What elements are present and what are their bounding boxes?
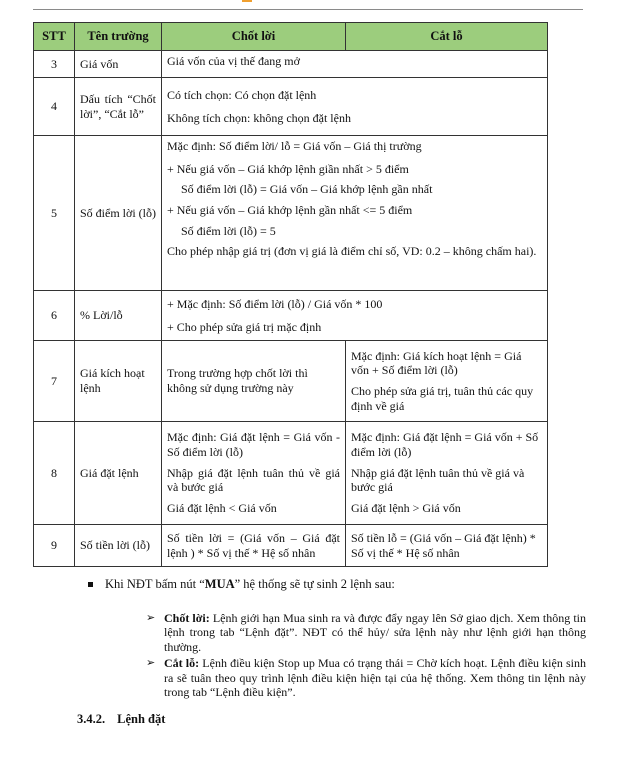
section-title: Lệnh đặt [117, 712, 166, 726]
table-row [34, 525, 548, 567]
description-line: Mặc định: Giá đặt lệnh = Giá vốn - Số điểm lời (lỗ) [167, 430, 340, 460]
description-line: Nhập giá đặt lệnh tuân thủ về giá và bước giá [351, 465, 525, 495]
description-line: + Nếu giá vốn – Giá khớp lệnh gần nhất <= 5 điểm [167, 202, 413, 217]
row-field-name: Giá vốn [75, 51, 162, 78]
table-row [34, 422, 548, 525]
row-description: Giá vốn của vị thế đang mở [162, 51, 548, 78]
field-spec-table [33, 22, 548, 567]
row-description [162, 78, 548, 136]
arrow-item-text [164, 611, 586, 654]
section-heading [77, 712, 165, 727]
section-number: 3.4.2. [77, 712, 106, 726]
table-row [34, 291, 548, 341]
row-description [162, 136, 548, 291]
description-line: Có tích chọn: Có chọn đặt lệnh [167, 87, 317, 102]
header-stop-loss: Cắt lỗ [346, 23, 548, 51]
arrow-item-body: Lệnh giới hạn Mua sinh ra và được đẩy ngay lên Sở giao dịch. Xem thông tin lệnh trong tab “Lệnh đặt”. NĐT có thể hủy/ sửa lệnh này như lệnh giới hạn thông thường. [164, 611, 586, 654]
row-stt: 5 [34, 136, 75, 291]
table-row [34, 341, 548, 422]
description-line: Giá đặt lệnh < Giá vốn [167, 500, 277, 515]
arrow-list [146, 611, 586, 701]
row-stt: 3 [34, 51, 75, 78]
row-stt: 7 [34, 341, 75, 422]
row-field-name: Dấu tích “Chốt lời”, “Cắt lỗ” [75, 78, 162, 136]
description-line: Mặc định: Giá kích hoạt lệnh = Giá vốn + Số điểm lời (lỗ) [351, 348, 522, 378]
table-header-row [34, 23, 548, 51]
header-take-profit: Chốt lời [162, 23, 346, 51]
stop-loss-cell [346, 341, 548, 422]
arrow-list-item [146, 656, 586, 699]
header-accent-mark [242, 0, 252, 2]
table-row [34, 136, 548, 291]
bullet-item [88, 577, 395, 592]
row-field-name: % Lời/lỗ [75, 291, 162, 341]
arrow-item-body: Lệnh điều kiện Stop up Mua có trạng thái = Chờ kích hoạt. Lệnh điều kiện sinh ra sẽ tuân theo quy trình lệnh điều kiện hiện tại của hệ thống. Xem thông tin lệnh này trong tab “Lệnh điều kiện”. [164, 656, 586, 699]
arrow-item-text [164, 656, 586, 699]
description-line: Giá đặt lệnh > Giá vốn [351, 500, 461, 515]
table-row [34, 51, 548, 78]
row-stt: 6 [34, 291, 75, 341]
arrow-bullet-icon: ➢ [146, 656, 156, 670]
row-stt: 4 [34, 78, 75, 136]
description-line: Số điểm lời (lỗ) = Giá vốn – Giá khớp lệnh gần nhất [181, 182, 433, 197]
header-field-name: Tên trường [75, 23, 162, 51]
take-profit-cell [162, 422, 346, 525]
take-profit-cell: Trong trường hợp chốt lời thì không sử dụng trường này [162, 341, 346, 422]
row-field-name: Giá kích hoạt lệnh [75, 341, 162, 422]
arrow-item-label: Chốt lời: [164, 611, 210, 625]
bullet-text-after: ” hệ thống sẽ tự sinh 2 lệnh sau: [234, 577, 395, 591]
header-stt: STT [34, 23, 75, 51]
row-stt: 8 [34, 422, 75, 525]
row-field-name: Số điểm lời (lỗ) [75, 136, 162, 291]
bullet-text-before: Khi NĐT bấm nút “ [105, 577, 205, 591]
bullet-text [105, 577, 395, 592]
row-stt: 9 [34, 525, 75, 567]
row-field-name: Số tiền lời (lỗ) [75, 525, 162, 567]
description-line: Mặc định: Giá đặt lệnh = Giá vốn + Số điểm lời (lỗ) [351, 430, 539, 460]
arrow-list-item [146, 611, 586, 654]
description-line: Số điểm lời (lỗ) = 5 [181, 223, 276, 238]
arrow-item-label: Cắt lỗ: [164, 656, 200, 671]
description-line: Cho phép nhập giá trị (đơn vị giá là điểm chỉ số, VD: 0.2 – không chấm hai). [167, 244, 537, 259]
take-profit-cell: Số tiền lời = (Giá vốn – Giá đặt lệnh ) * Số vị thế * Hệ số nhân [162, 525, 346, 567]
description-line: Cho phép sửa giá trị, tuân thủ các quy định về giá [351, 384, 534, 413]
stop-loss-cell [346, 422, 548, 525]
row-field-name: Giá đặt lệnh [75, 422, 162, 525]
page-header-rule [33, 9, 583, 10]
description-line: + Nếu giá vốn – Giá khớp lệnh giần nhất > 5 điểm [167, 161, 409, 176]
square-bullet-icon [88, 582, 93, 587]
description-line: + Cho phép sửa giá trị mặc định [167, 319, 322, 334]
description-line: Không tích chọn: không chọn đặt lệnh [167, 110, 351, 125]
description-line: + Mặc định: Số điểm lời (lỗ) / Giá vốn * 100 [167, 296, 383, 311]
description-line: Nhập giá đặt lệnh tuân thủ về giá và bước giá [167, 465, 340, 495]
table-row [34, 78, 548, 136]
row-description [162, 291, 548, 341]
description-line: Mặc định: Số điểm lời/ lỗ = Giá vốn – Giá thị trường [167, 139, 422, 153]
arrow-bullet-icon: ➢ [146, 611, 156, 624]
bullet-text-bold: MUA [204, 577, 235, 591]
stop-loss-cell: Số tiền lỗ = (Giá vốn – Giá đặt lệnh) * Số vị thế * Hệ số nhân [346, 525, 548, 567]
